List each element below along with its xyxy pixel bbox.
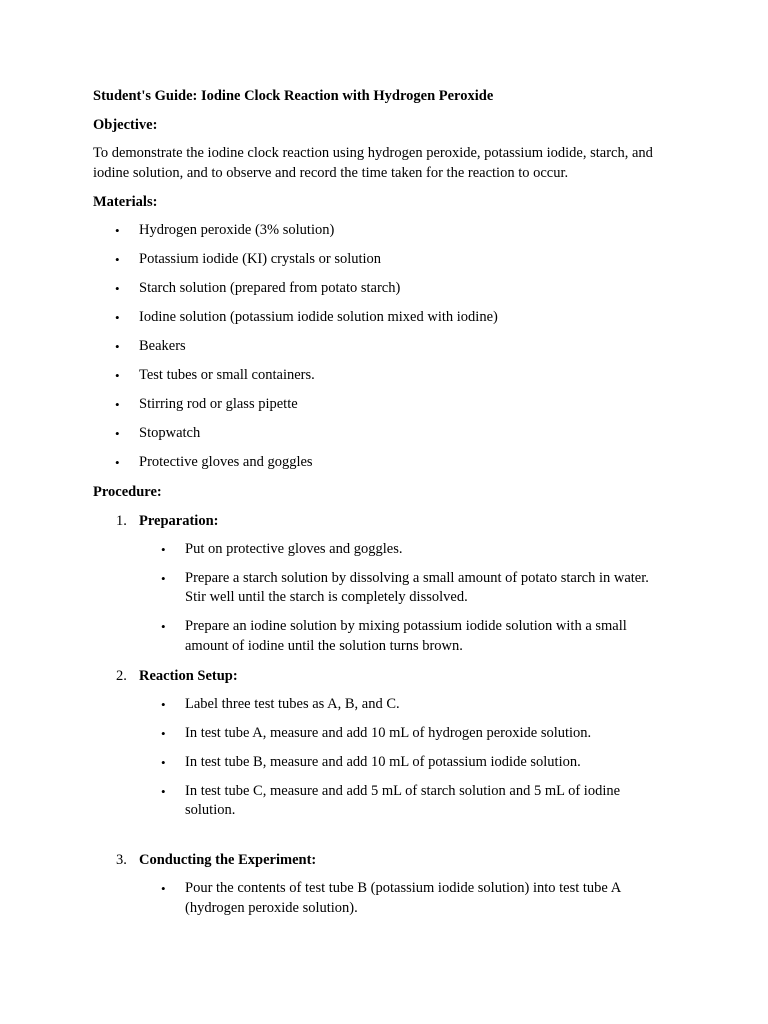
materials-list [93,221,673,473]
list-item [93,250,673,270]
procedure-step-1 [93,511,673,657]
step-title: Reaction Setup: [139,667,238,684]
material-text: Stopwatch [139,425,201,441]
list-item [139,724,673,744]
step-item-text: Label three test tubes as A, B, and C. [185,695,400,712]
list-item [93,395,673,415]
material-text: Hydrogen peroxide (3% solution) [139,222,335,238]
step-item-text: In test tube B, measure and add 10 mL of potassium iodide solution. [185,753,581,770]
bullet-icon: • [161,541,166,557]
objective-text: To demonstrate the iodine clock reaction using hydrogen peroxide, potassium iodide, starch, and iodine solution, and to observe and record the time taken for the reaction to occur. [93,145,653,181]
list-item [93,366,673,386]
step-items [139,540,673,657]
step-number: 1. [116,512,127,529]
bullet-icon: • [115,397,120,412]
procedure-step-3 [93,850,673,918]
bullet-icon: • [115,252,120,267]
bullet-icon: • [115,281,120,296]
list-item [93,279,673,299]
step-item-text: Put on protective gloves and goggles. [185,540,403,557]
procedure-step-2 [93,666,673,851]
procedure-heading: Procedure: [93,483,162,500]
step-number: 3. [116,852,127,868]
material-text: Iodine solution (potassium iodide solution mixed with iodine) [139,309,498,325]
material-text: Stirring rod or glass pipette [139,396,298,412]
procedure-steps [93,511,673,919]
bullet-icon: • [161,570,166,586]
list-item [139,540,673,560]
list-item [93,221,673,241]
material-text: Potassium iodide (KI) crystals or solution [139,251,382,267]
step-title: Conducting the Experiment: [139,852,317,868]
step-title: Preparation: [139,512,219,529]
list-item [139,695,673,715]
list-item [139,879,673,918]
list-item [139,782,673,821]
bullet-icon: • [115,426,120,441]
bullet-icon: • [161,754,166,770]
step-item-text: Pour the contents of test tube B (potassium iodide solution) into test tube A (hydrogen peroxide solution). [185,880,621,916]
document-title: Student's Guide: Iodine Clock Reaction with Hydrogen Peroxide [93,88,494,104]
bullet-icon: • [161,881,166,896]
bullet-icon: • [115,223,120,238]
material-text: Test tubes or small containers. [139,367,315,383]
objective-heading: Objective: [93,117,158,133]
material-text: Beakers [139,338,186,354]
materials-heading: Materials: [93,194,158,210]
list-item [139,617,673,656]
step-item-text: In test tube C, measure and add 5 mL of starch solution and 5 mL of iodine solution. [185,782,621,818]
step-item-text: Prepare an iodine solution by mixing potassium iodide solution with a small amount of iodine until the solution turns brown. [185,618,627,654]
bullet-icon: • [115,310,120,325]
bullet-icon: • [161,696,166,712]
step-items [139,879,673,918]
step-item-text: In test tube A, measure and add 10 mL of hydrogen peroxide solution. [185,724,592,741]
list-item [139,753,673,773]
bullet-icon: • [115,368,120,383]
bullet-icon: • [115,455,120,470]
list-item [93,308,673,328]
step-item-text: Prepare a starch solution by dissolving a small amount of potato starch in water. Stir well until the starch is completely dissolved. [185,569,649,605]
bullet-icon: • [161,619,166,634]
document-page [93,86,673,928]
step-number: 2. [116,667,127,684]
spacer [139,830,673,850]
bullet-icon: • [161,783,166,799]
material-text: Protective gloves and goggles [139,454,313,470]
list-item [93,424,673,444]
list-item [139,569,673,608]
bullet-icon: • [161,725,166,741]
list-item [93,337,673,357]
material-text: Starch solution (prepared from potato starch) [139,280,401,296]
step-items [139,695,673,821]
list-item [93,453,673,473]
bullet-icon: • [115,339,120,354]
